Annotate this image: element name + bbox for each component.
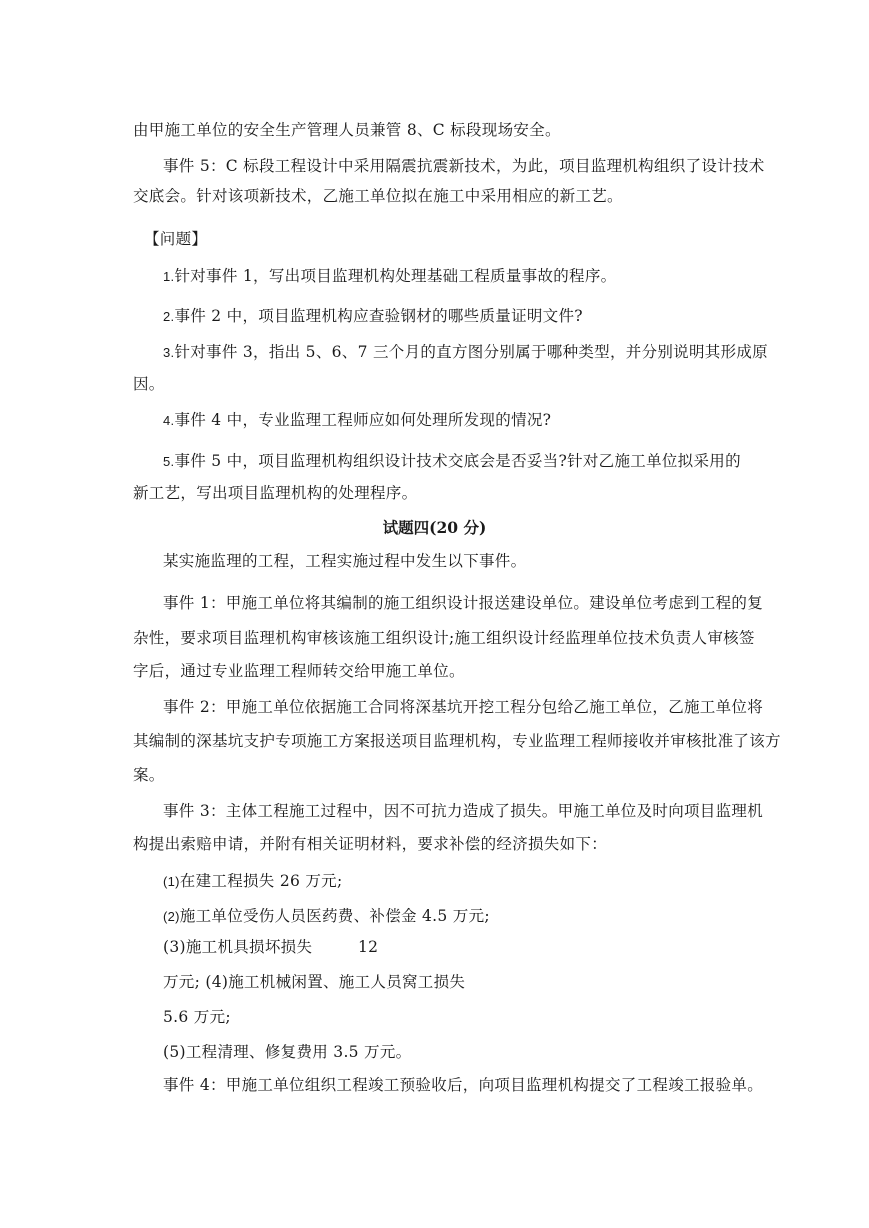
text-line: 某实施监理的工程，工程实施过程中发生以下事件。 xyxy=(163,552,527,570)
item-number: (2) xyxy=(163,909,180,924)
text-line: 万元; (4)施工机械闲置、施工人员窝工损失 xyxy=(163,973,466,991)
question-text: 事件 5 中，项目监理机构组织设计技术交底会是否妥当?针对乙施工单位拟采用的 xyxy=(174,452,741,470)
question-number: 2. xyxy=(163,309,175,324)
text-line: 事件 2：甲施工单位依据施工合同将深基坑开挖工程分包给乙施工单位，乙施工单位将 xyxy=(163,698,763,716)
question-number: 1. xyxy=(163,269,175,284)
list-item xyxy=(163,871,343,892)
list-item-value: 12 xyxy=(358,938,379,956)
question-4 xyxy=(163,410,551,431)
question-text: 事件 2 中，项目监理机构应查验钢材的哪些质量证明文件? xyxy=(174,307,583,325)
text-line: 因。 xyxy=(133,375,165,393)
question-number: 4. xyxy=(163,413,175,428)
question-3 xyxy=(163,342,768,363)
text-line: 字后，通过专业监理工程师转交给甲施工单位。 xyxy=(133,662,465,680)
text-line: 5.6 万元; xyxy=(163,1008,231,1026)
item-text: 在建工程损失 26 万元; xyxy=(179,872,343,890)
list-item xyxy=(163,906,490,927)
item-number: (1) xyxy=(163,874,180,889)
text-line: 事件 4：甲施工单位组织工程竣工预验收后，向项目监理机构提交了工程竣工报验单。 xyxy=(163,1076,763,1094)
text-line: 杂性，要求项目监理机构审核该施工组织设计;施工组织设计经监理单位技术负责人审核签 xyxy=(133,629,755,647)
item-text: 施工单位受伤人员医药费、补偿金 4.5 万元; xyxy=(179,907,490,925)
list-item: (5)工程清理、修复费用 3.5 万元。 xyxy=(163,1043,412,1061)
question-2 xyxy=(163,306,583,327)
question-text: 针对事件 3，指出 5、6、7 三个月的直方图分别属于哪种类型，并分别说明其形成原 xyxy=(174,343,768,361)
text-line: 其编制的深基坑支护专项施工方案报送项目监理机构，专业监理工程师接收并审核批准了该方 xyxy=(133,732,781,750)
text-line: 事件 5：C 标段工程设计中采用隔震抗震新技术，为此，项目监理机构组织了设计技术 xyxy=(163,157,765,175)
section-title: 试题四(20 分) xyxy=(382,518,487,537)
question-number: 3. xyxy=(163,345,175,360)
text-line: 事件 1：甲施工单位将其编制的施工组织设计报送建设单位。建设单位考虑到工程的复 xyxy=(163,594,763,612)
question-5 xyxy=(163,451,741,472)
text-line: 事件 3：主体工程施工过程中，因不可抗力造成了损失。甲施工单位及时向项目监理机 xyxy=(163,802,763,820)
questions-heading: 【问题】 xyxy=(144,230,208,248)
text-line: 新工艺，写出项目监理机构的处理程序。 xyxy=(133,484,418,502)
text-line: 交底会。针对该项新技术，乙施工单位拟在施工中采用相应的新工艺。 xyxy=(133,187,623,205)
list-item: (3)施工机具损坏损失 xyxy=(163,938,313,956)
question-text: 事件 4 中，专业监理工程师应如何处理所发现的情况? xyxy=(174,411,552,429)
question-1 xyxy=(163,266,616,287)
question-number: 5. xyxy=(163,454,175,469)
text-line: 案。 xyxy=(133,766,165,784)
text-line: 由甲施工单位的安全生产管理人员兼管 8、C 标段现场安全。 xyxy=(133,121,561,139)
text-line: 构提出索赔申请，并附有相关证明材料，要求补偿的经济损失如下： xyxy=(133,835,608,853)
question-text: 针对事件 1，写出项目监理机构处理基础工程质量事故的程序。 xyxy=(174,267,617,285)
